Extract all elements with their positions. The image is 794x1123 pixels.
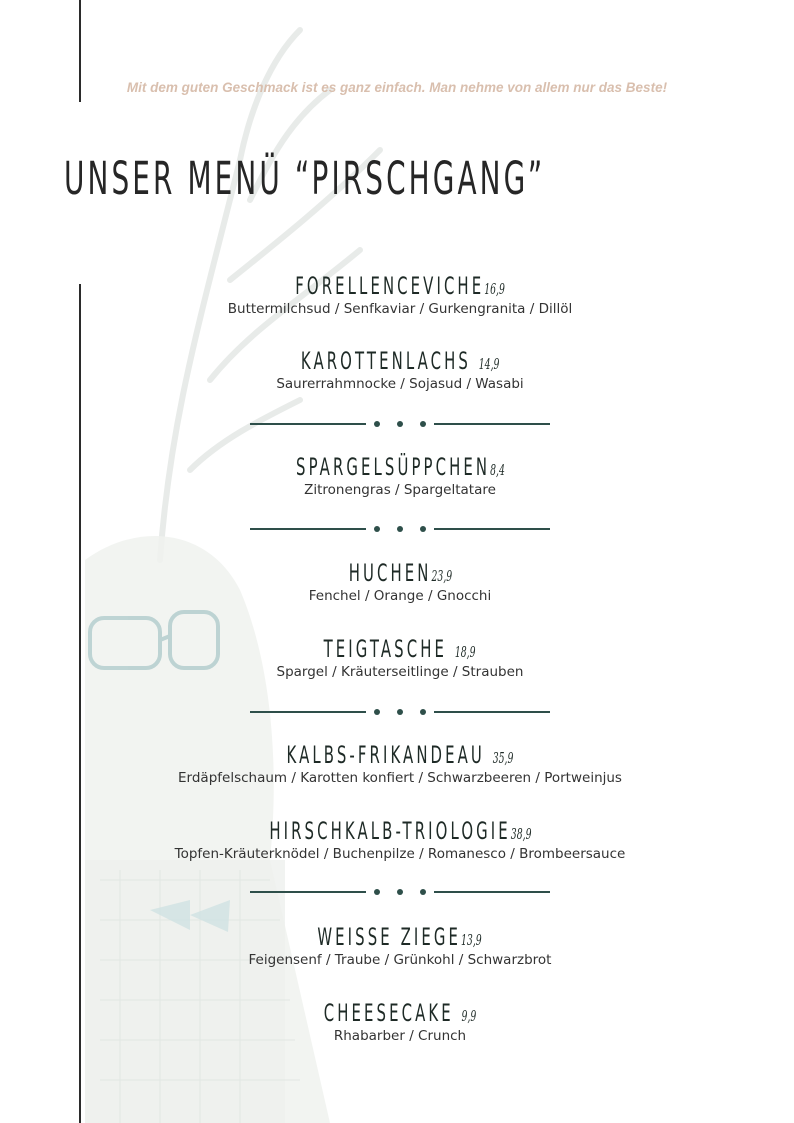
menu-item-price: 14,9	[478, 355, 500, 373]
menu-item-name	[324, 635, 476, 663]
section-divider	[250, 419, 550, 429]
menu-item-name	[324, 999, 477, 1027]
menu-item-name	[287, 741, 514, 769]
menu-item-name	[301, 347, 500, 375]
menu-item-description: Saurerrahmnocke / Sojasud / Wasabi	[276, 376, 524, 392]
item-name-text: KALBS-FRIKANDEAU	[286, 741, 485, 769]
item-name-text: CHEESECAKE	[323, 999, 454, 1027]
menu-item-description: Topfen-Kräuterknödel / Buchenpilze / Romanesco / Brombeersauce	[174, 846, 626, 862]
menu-item-name	[348, 559, 452, 587]
page-title: UNSER MENÜ “PIRSCHGANG”	[64, 152, 546, 205]
tagline: Mit dem guten Geschmack ist es ganz einfach. Man nehme von allem nur das Beste!	[126, 80, 668, 95]
section-divider	[250, 707, 550, 717]
menu-item-price: 35,9	[492, 749, 514, 767]
menu-item-price: 8,4	[489, 461, 505, 479]
menu-item	[80, 559, 720, 604]
menu-item-name	[296, 453, 505, 481]
menu-item-price: 38,9	[510, 825, 532, 843]
menu-item-name	[269, 817, 531, 845]
menu-item	[80, 923, 720, 968]
menu-item-description: Rhabarber / Crunch	[333, 1028, 467, 1044]
menu-item-description: Erdäpfelschaum / Karotten konfiert / Schwarzbeeren / Portweinjus	[178, 770, 622, 786]
menu-item-price: 9,9	[461, 1007, 477, 1025]
item-name-text: HIRSCHKALB-TRIOLOGIE	[268, 817, 511, 845]
menu-item	[80, 817, 720, 862]
menu-item-description: Zitronengras / Spargeltatare	[304, 482, 496, 498]
menu-item	[80, 272, 720, 317]
item-name-text: SPARGELSÜPPCHEN	[295, 453, 490, 481]
menu-item-price: 13,9	[461, 931, 483, 949]
menu-item-price: 18,9	[455, 643, 476, 661]
item-name-text: FORELLENCEVICHE	[295, 272, 485, 300]
side-vertical-rule	[79, 284, 81, 1123]
menu-item-description: Spargel / Kräuterseitlinge / Strauben	[276, 664, 524, 680]
menu-item-description: Feigensenf / Traube / Grünkohl / Schwarzbrot	[248, 952, 552, 968]
menu-item-name	[295, 272, 505, 300]
item-name-text: HUCHEN	[348, 559, 432, 587]
menu-item-description: Buttermilchsud / Senfkaviar / Gurkengranita / Dillöl	[227, 301, 573, 317]
menu-item-description: Fenchel / Orange / Gnocchi	[308, 588, 492, 604]
menu-item-price: 23,9	[431, 567, 452, 585]
menu-item	[80, 741, 720, 786]
menu-item	[80, 453, 720, 498]
item-name-text: KAROTTENLACHS	[300, 347, 471, 375]
section-divider	[250, 524, 550, 534]
menu-item-price: 16,9	[484, 280, 505, 298]
menu-item	[80, 347, 720, 392]
item-name-text: TEIGTASCHE	[324, 635, 448, 663]
menu-item-name	[318, 923, 482, 951]
item-name-text: WEISSE ZIEGE	[317, 923, 462, 951]
menu-item	[80, 635, 720, 680]
section-divider	[250, 887, 550, 897]
menu-item	[80, 999, 720, 1044]
